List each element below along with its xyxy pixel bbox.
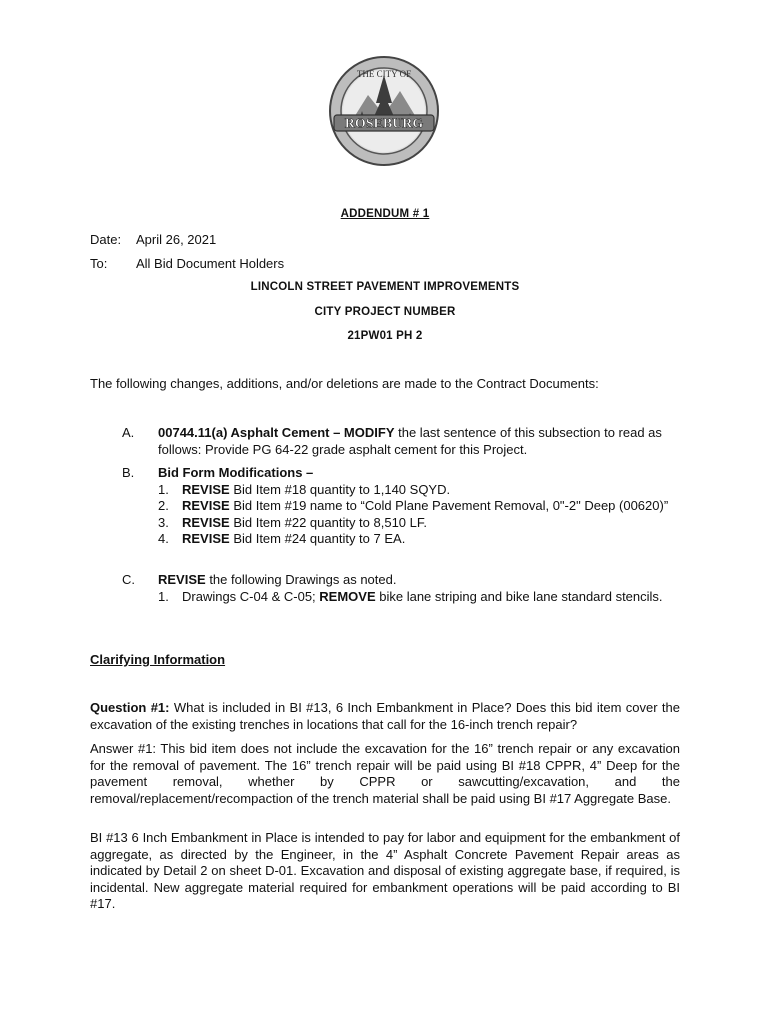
question-text: What is included in BI #13, 6 Inch Embankment in Place? Does this bid item cover the excavation of the existing trenches in locations that call for the 16-inch trench repair? [90, 700, 680, 732]
addendum-title: ADDENDUM # 1 [340, 208, 430, 220]
seal-wordmark: ROSEBURG [344, 116, 424, 132]
question-label: Question #1: [90, 700, 170, 715]
item-b-sub-4: 4. REVISE Bid Item #24 quantity to 7 EA. [158, 531, 406, 546]
date-line [90, 232, 216, 247]
item-a-letter: A. [122, 425, 135, 440]
question-1 [90, 700, 680, 733]
item-b-heading: Bid Form Modifications – [158, 465, 314, 480]
to-value: All Bid Document Holders [136, 256, 285, 271]
item-a-body [158, 425, 680, 458]
item-b-letter: B. [122, 465, 135, 480]
item-c-letter: C. [122, 572, 135, 587]
to-label: To: [90, 256, 108, 271]
item-a-text: the last sentence of this subsection to read as follows: Provide PG 64-22 grade asphalt cement for this Project. [158, 425, 662, 457]
intro-paragraph: The following changes, additions, and/or deletions are made to the Contract Documents: [90, 376, 599, 391]
item-b-body [158, 465, 680, 548]
item-c-sub-1: 1. Drawings C-04 & C-05; REMOVE bike lane striping and bike lane standard stencils. [158, 588, 663, 604]
item-b-sub-1: 1. REVISE Bid Item #18 quantity to 1,140 SQYD. [158, 481, 451, 497]
item-b-sub-3: 3. REVISE Bid Item #22 quantity to 8,510 LF. [158, 514, 427, 530]
seal-top-text: THE CITY OF [356, 69, 412, 79]
date-value: April 26, 2021 [136, 232, 217, 247]
project-number-label: CITY PROJECT NUMBER [314, 306, 456, 318]
project-number: 21PW01 PH 2 [347, 330, 423, 342]
to-line [90, 256, 284, 271]
roseburg-city-seal [328, 55, 440, 167]
project-name: LINCOLN STREET PAVEMENT IMPROVEMENTS [250, 281, 520, 293]
item-c-body [158, 572, 680, 605]
item-c-heading: REVISE [158, 572, 206, 587]
item-a-heading: 00744.11(a) Asphalt Cement – MODIFY [158, 425, 395, 440]
item-b-sub-2: 2. REVISE Bid Item #19 name to “Cold Plane Pavement Removal, 0"-2" Deep (00620)” [158, 498, 669, 513]
date-label: Date: [90, 232, 122, 247]
item-c-text: the following Drawings as noted. [209, 572, 397, 587]
answer-1: Answer #1: This bid item does not include the excavation for the 16” trench repair or any excavation for the removal of pavement. The 16” trench repair will be paid using BI #18 CPPR, 4” Deep for the pavement removal, whether by CPPR or sawcutting/excavation, and the removal/replacement/recompaction of the trench material shall be paid using BI #17 Aggregate Base. [90, 741, 680, 806]
clarifying-heading: Clarifying Information [90, 652, 226, 667]
answer-1-continued: BI #13 6 Inch Embankment in Place is intended to pay for labor and equipment for the embankment of aggregate, as directed by the Engineer, in the 4” Asphalt Concrete Pavement Repair areas as indicated by Detail 2 on sheet D-01. Excavation and disposal of existing aggregate base, if required, is incidental. New aggregate material required for embankment operations will be paid according to BI #17. [90, 830, 680, 911]
